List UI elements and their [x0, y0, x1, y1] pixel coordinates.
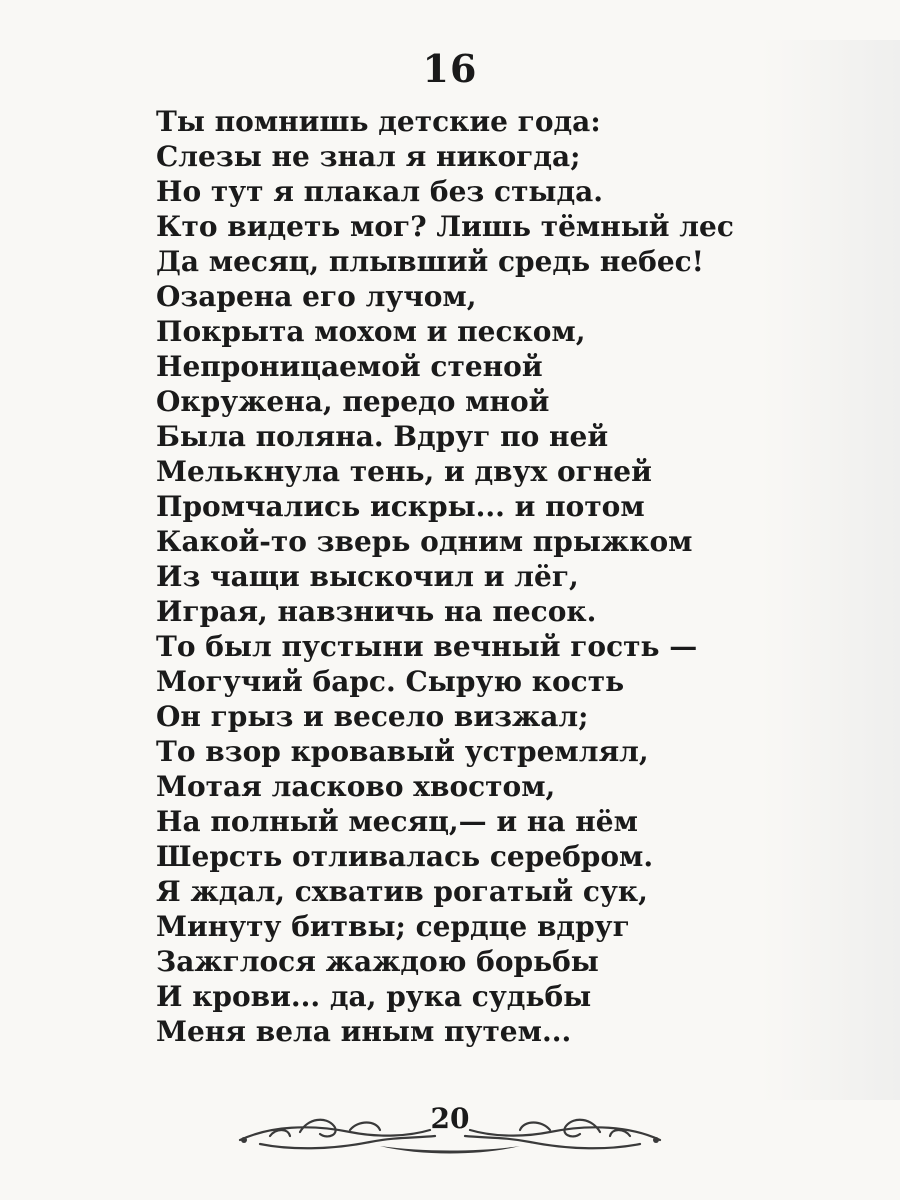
poem-line: Я ждал, схватив рогатый сук,	[156, 875, 648, 908]
poem-line: Из чащи выскочил и лёг,	[156, 560, 579, 593]
poem-line: На полный месяц,— и на нём	[156, 805, 638, 838]
poem-line: Кто видеть мог? Лишь тёмный лес	[156, 210, 734, 243]
poem-line: Шерсть отливалась серебром.	[156, 840, 654, 873]
poem-line: То взор кровавый устремлял,	[156, 735, 649, 768]
poem-line: Он грыз и весело визжал;	[156, 700, 589, 733]
section-number: 16	[422, 46, 478, 91]
page-number: 20	[430, 1102, 470, 1135]
poem-line: Покрыта мохом и песком,	[156, 315, 586, 348]
poem-line: Меня вела иным путем...	[156, 1015, 572, 1048]
poem-text	[156, 104, 856, 1049]
poem-line: Могучий барс. Сырую кость	[156, 665, 625, 698]
poem-line: Слезы не знал я никогда;	[156, 140, 581, 173]
poem-line: Какой-то зверь одним прыжком	[156, 525, 693, 558]
poem-line: И крови... да, рука судьбы	[156, 980, 592, 1013]
poem-line: Промчались искры... и потом	[156, 490, 645, 523]
poem-line: То был пустыни вечный гость —	[156, 630, 698, 663]
poem-line: Да месяц, плывший средь небес!	[156, 245, 704, 278]
poem-line: Ты помнишь детские года:	[156, 105, 601, 138]
page-footer	[230, 1096, 670, 1166]
poem-line: Играя, навзничь на песок.	[156, 595, 597, 628]
poem-line: Минуту битвы; сердце вдруг	[156, 910, 630, 943]
poem-line: Мелькнула тень, и двух огней	[156, 455, 652, 488]
poem-line: Зажглося жаждою борьбы	[156, 945, 599, 978]
poem-line: Озарена его лучом,	[156, 280, 477, 313]
poem-line: Окружена, передо мной	[156, 385, 550, 418]
poem-line: Но тут я плакал без стыда.	[156, 175, 604, 208]
poem-line: Была поляна. Вдруг по ней	[156, 420, 609, 453]
poem-line: Непроницаемой стеной	[156, 350, 543, 383]
poem-line: Мотая ласково хвостом,	[156, 770, 556, 803]
